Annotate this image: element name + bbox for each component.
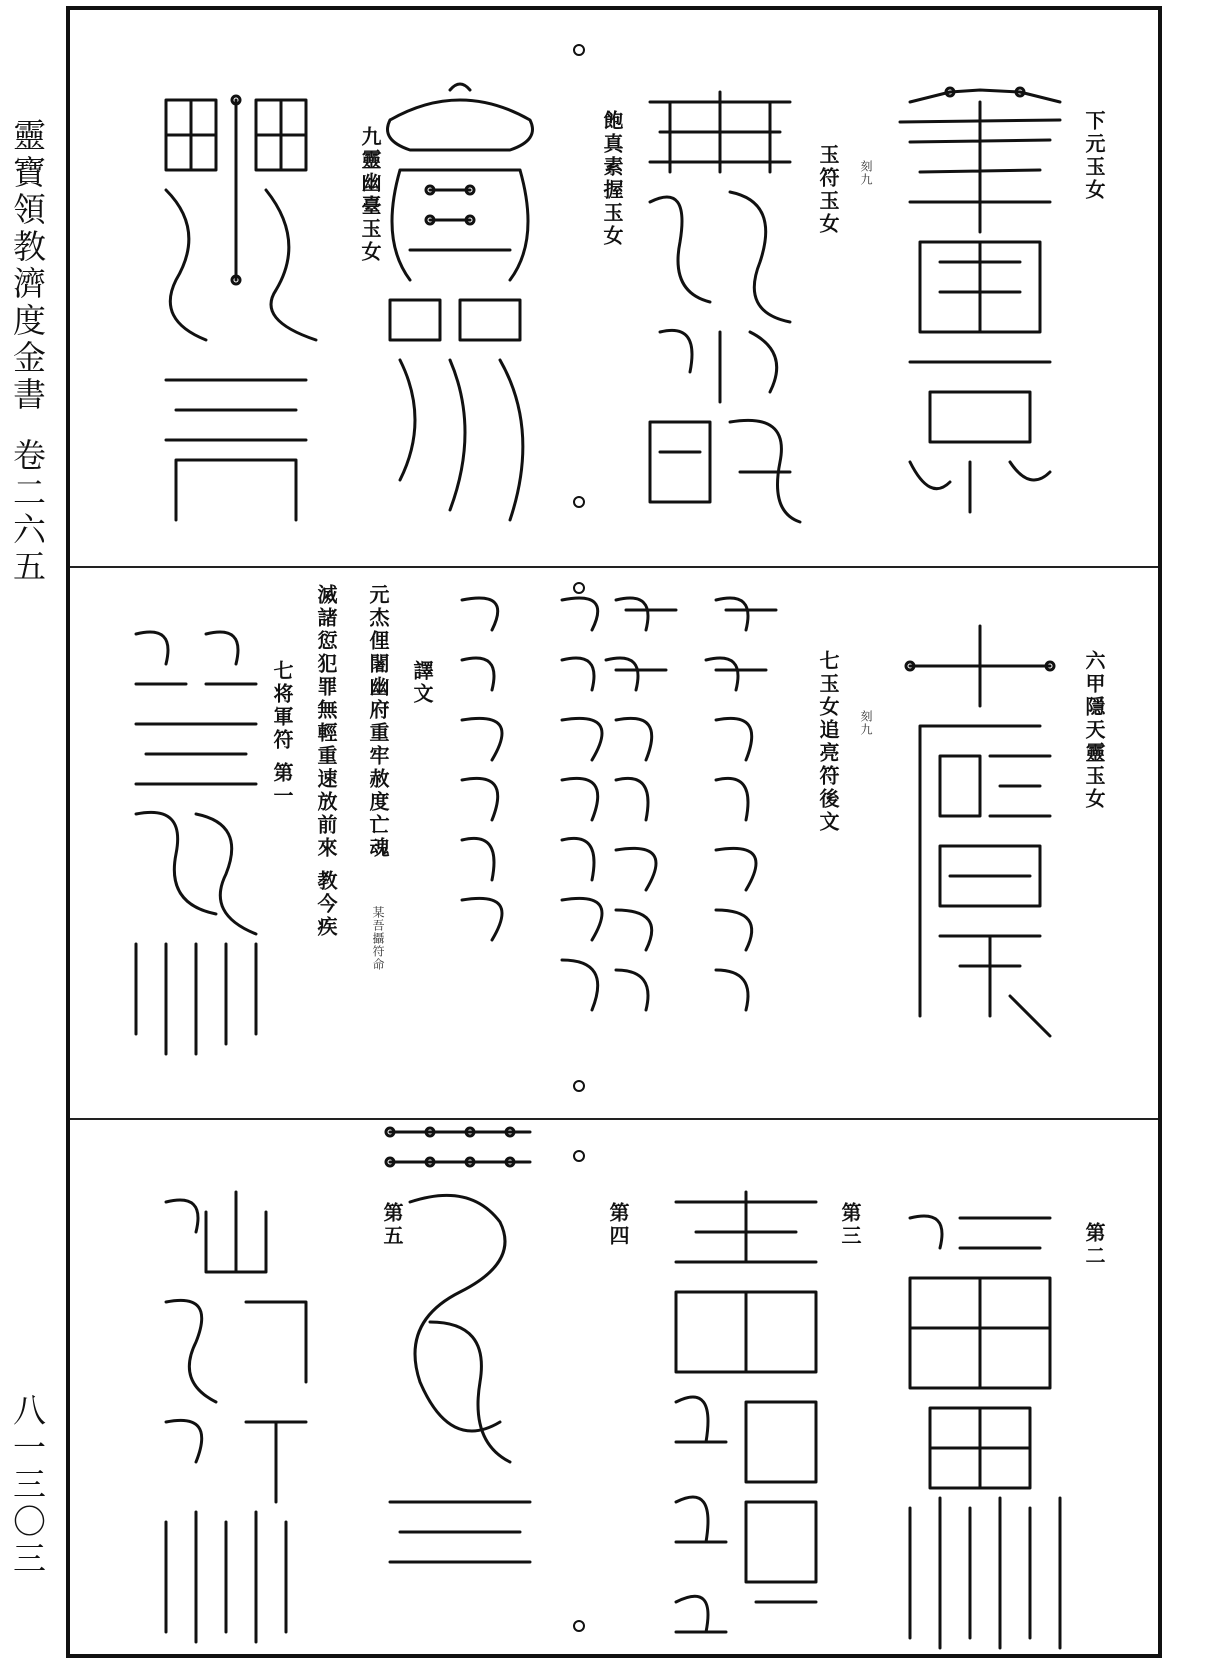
talisman-label: 第五 — [380, 1202, 404, 1248]
talisman-label: 第二 — [1082, 1222, 1106, 1268]
binding-hole — [573, 1150, 585, 1162]
seal-talisman-glyph — [656, 1182, 836, 1652]
talisman-label: 六甲隱天靈玉女 — [1082, 650, 1106, 811]
binding-hole — [573, 1620, 585, 1632]
seal-text-glyphs — [432, 590, 642, 1030]
small-annotation: 刻九 — [859, 160, 873, 186]
translation-title: 譯文 — [410, 660, 434, 706]
seal-talisman-glyph — [370, 1122, 550, 1592]
seal-talisman-glyph — [890, 62, 1070, 532]
talisman-label: 飽真素握玉女 — [600, 110, 624, 248]
binding-hole — [573, 44, 585, 56]
seal-talisman-glyph — [890, 1198, 1070, 1668]
seal-talisman-glyph — [126, 614, 266, 1084]
small-annotation: 刻九 — [859, 710, 873, 736]
talisman-label: 九靈幽臺玉女 — [358, 126, 382, 264]
translation-line: 元杰俚闍幽府重牢赦度亡魂 — [366, 584, 390, 860]
translation-note: 某吾攝符命 — [371, 906, 385, 971]
translation-line: 滅諸愆犯罪無輕重速放前來 教今疾 — [314, 584, 338, 939]
talisman-label: 第三 — [838, 1202, 862, 1248]
panel-divider — [70, 1118, 1158, 1120]
seal-talisman-glyph — [146, 1182, 326, 1652]
page-number: 八一三〇三 — [8, 1393, 47, 1578]
page-frame — [66, 6, 1162, 1658]
seal-talisman-glyph — [146, 80, 326, 550]
seal-talisman-glyph — [370, 80, 550, 550]
talisman-label: 七玉女追亮符後文 — [816, 650, 840, 834]
binding-hole — [573, 1080, 585, 1092]
book-title: 靈寶領教濟度金書 — [8, 118, 47, 414]
general-talisman-title: 七将軍符 第一 — [270, 660, 294, 808]
panel-divider — [70, 566, 1158, 568]
talisman-label: 第四 — [606, 1202, 630, 1248]
panel-middle — [70, 570, 1158, 1118]
seal-talisman-glyph — [890, 616, 1070, 1086]
volume-number: 卷二六五 — [8, 438, 47, 586]
panel-bottom — [70, 1122, 1158, 1654]
binding-hole — [573, 496, 585, 508]
talisman-label: 下元玉女 — [1082, 110, 1106, 202]
panel-top — [70, 10, 1158, 566]
talisman-label: 玉符玉女 — [816, 144, 840, 236]
seal-talisman-glyph — [630, 82, 810, 552]
